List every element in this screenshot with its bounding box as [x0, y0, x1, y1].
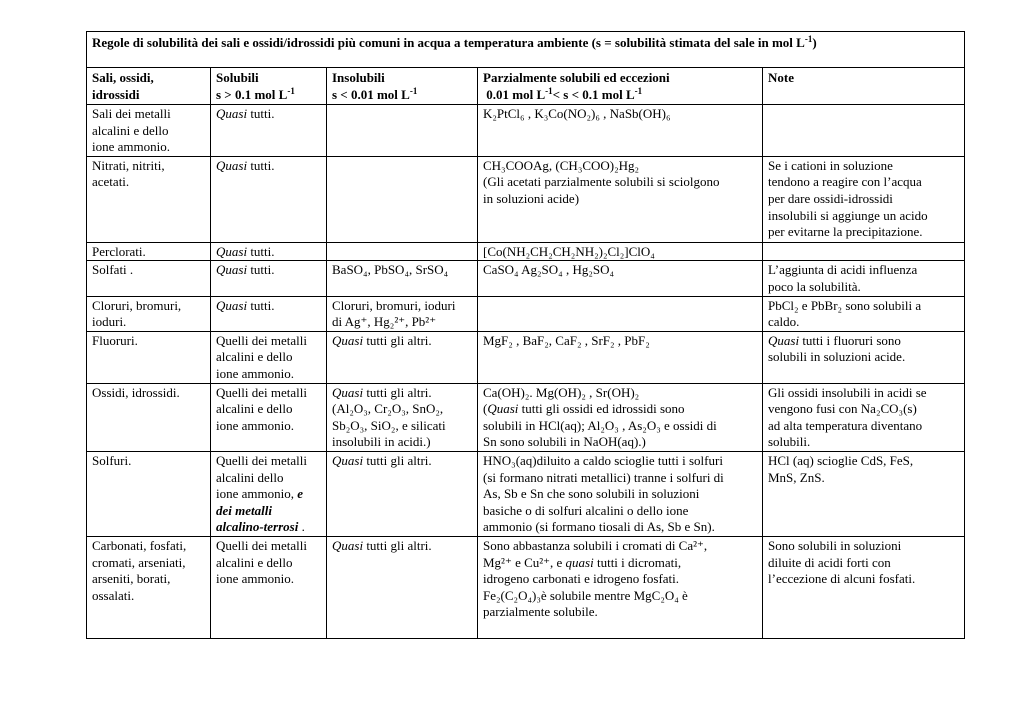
- header-category: Sali, ossidi, idrossidi: [87, 68, 211, 105]
- cell-soluble: Quelli dei metalli alcalini e dello ione ammonio.: [211, 383, 327, 451]
- table-row-perchlorates: [87, 242, 965, 261]
- cell-insoluble: [327, 156, 478, 242]
- cell-note: Se i cationi in soluzione tendono a reagire con l’acqua per dare ossidi-idrossidi insolubili si aggiunge un acido per evitarne la precipitazione.: [763, 156, 965, 242]
- table-row-fluorides: [87, 331, 965, 383]
- solubility-rules-table: [86, 31, 965, 639]
- cell-note: Quasi tutti i fluoruri sono solubili in soluzioni acide.: [763, 331, 965, 383]
- cell-note: PbCl₂ e PbBr₂ sono solubili a caldo.: [763, 296, 965, 331]
- cell-insoluble: [327, 105, 478, 157]
- cell-note: L’aggiunta di acidi influenza poco la solubilità.: [763, 261, 965, 296]
- cell-insoluble: Quasi tutti gli altri. (Al₂O₃, Cr₂O₃, SnO₂, Sb₂O₃, SiO₂, e silicati insolubili in acidi.): [327, 383, 478, 451]
- header-notes: Note: [763, 68, 965, 105]
- header-partial: Parzialmente solubili ed eccezioni 0.01 mol $L^{-1}< s < 0.1$ mol $L^{-1}$: [478, 68, 763, 105]
- table-row-carbonates: [87, 536, 965, 638]
- cell-category: Cloruri, bromuri, ioduri.: [87, 296, 211, 331]
- cell-partial: K₂PtCl₆ , K₃Co(NO₂)₆ , NaSb(OH)₆: [478, 105, 763, 157]
- table-row-alkali: [87, 105, 965, 157]
- cell-partial: Ca(OH)₂. Mg(OH)₂ , Sr(OH)₂ (Quasi tutti gli ossidi ed idrossidi sono solubili in HCl(aq); Al₂O₃ , As₂O₃ e ossidi di Sn sono solubili in NaOH(aq).): [478, 383, 763, 451]
- cell-soluble: Quasi tutti.: [211, 156, 327, 242]
- cell-insoluble: Cloruri, bromuri, ioduri di Ag⁺, Hg₂²⁺, Pb²⁺: [327, 296, 478, 331]
- cell-soluble: Quasi tutti.: [211, 242, 327, 261]
- cell-note: [763, 242, 965, 261]
- table-header-row: [87, 68, 965, 105]
- cell-category: Solfuri.: [87, 451, 211, 536]
- cell-category: Fluoruri.: [87, 331, 211, 383]
- table-row-sulfates: [87, 261, 965, 296]
- table-title: Regole di solubilità dei sali e ossidi/idrossidi più comuni in acqua a temperatura ambiente (s = solubilità stimata del sale in mol $L^{-1}$): [87, 32, 965, 68]
- cell-soluble: Quelli dei metalli alcalini dello ione ammonio, e dei metalli alcalino-terrosi .: [211, 451, 327, 536]
- cell-partial: [Co(NH₂CH₂CH₂NH₂)₂Cl₂]ClO₄: [478, 242, 763, 261]
- cell-category: Solfati .: [87, 261, 211, 296]
- cell-category: Carbonati, fosfati, cromati, arseniati, arseniti, borati, ossalati.: [87, 536, 211, 638]
- cell-insoluble: [327, 242, 478, 261]
- table-row-nitrates: [87, 156, 965, 242]
- cell-partial: Sono abbastanza solubili i cromati di Ca²⁺, Mg²⁺ e Cu²⁺, e quasi tutti i dicromati, idrogeno carbonati e idrogeno fosfati. Fe₂(C₂O₄)₃è solubile mentre MgC₂O₄ è parzialmente solubile.: [478, 536, 763, 638]
- cell-note: [763, 105, 965, 157]
- cell-insoluble: Quasi tutti gli altri.: [327, 331, 478, 383]
- table-title-row: [87, 32, 965, 68]
- cell-note: HCl (aq) scioglie CdS, FeS, MnS, ZnS.: [763, 451, 965, 536]
- cell-insoluble: BaSO₄, PbSO₄, SrSO₄: [327, 261, 478, 296]
- cell-insoluble: Quasi tutti gli altri.: [327, 536, 478, 638]
- cell-insoluble: Quasi tutti gli altri.: [327, 451, 478, 536]
- cell-soluble: Quelli dei metalli alcalini e dello ione ammonio.: [211, 331, 327, 383]
- cell-category: Nitrati, nitriti, acetati.: [87, 156, 211, 242]
- cell-soluble: Quelli dei metalli alcalini e dello ione ammonio.: [211, 536, 327, 638]
- cell-partial: MgF₂ , BaF₂, CaF₂ , SrF₂ , PbF₂: [478, 331, 763, 383]
- cell-category: Sali dei metalli alcalini e dello ione ammonio.: [87, 105, 211, 157]
- cell-soluble: Quasi tutti.: [211, 105, 327, 157]
- cell-partial: HNO₃(aq)diluito a caldo scioglie tutti i solfuri (si formano nitrati metallici) tranne i solfuri di As, Sb e Sn che sono solubili in soluzioni basiche o di solfuri alcalini o dello ione ammonio (si formano tiosali di As, Sb e Sn).: [478, 451, 763, 536]
- header-soluble: Solubili s > 0.1 mol $L^{-1}$: [211, 68, 327, 105]
- cell-category: Perclorati.: [87, 242, 211, 261]
- table-row-halides: [87, 296, 965, 331]
- cell-partial: CaSO₄ Ag₂SO₄ , Hg₂SO₄: [478, 261, 763, 296]
- cell-note: Sono solubili in soluzioni diluite di acidi forti con l’eccezione di alcuni fosfati.: [763, 536, 965, 638]
- table-row-oxides: [87, 383, 965, 451]
- cell-partial: CH₃COOAg, (CH₃COO)₂Hg₂ (Gli acetati parzialmente solubili si sciolgono in soluzioni acide): [478, 156, 763, 242]
- cell-soluble: Quasi tutti.: [211, 296, 327, 331]
- cell-category: Ossidi, idrossidi.: [87, 383, 211, 451]
- table-row-sulfides: [87, 451, 965, 536]
- cell-note: Gli ossidi insolubili in acidi se vengono fusi con Na₂CO₃(s) ad alta temperatura diventano solubili.: [763, 383, 965, 451]
- cell-soluble: Quasi tutti.: [211, 261, 327, 296]
- cell-partial: [478, 296, 763, 331]
- header-insoluble: Insolubili s < 0.01 mol $L^{-1}$: [327, 68, 478, 105]
